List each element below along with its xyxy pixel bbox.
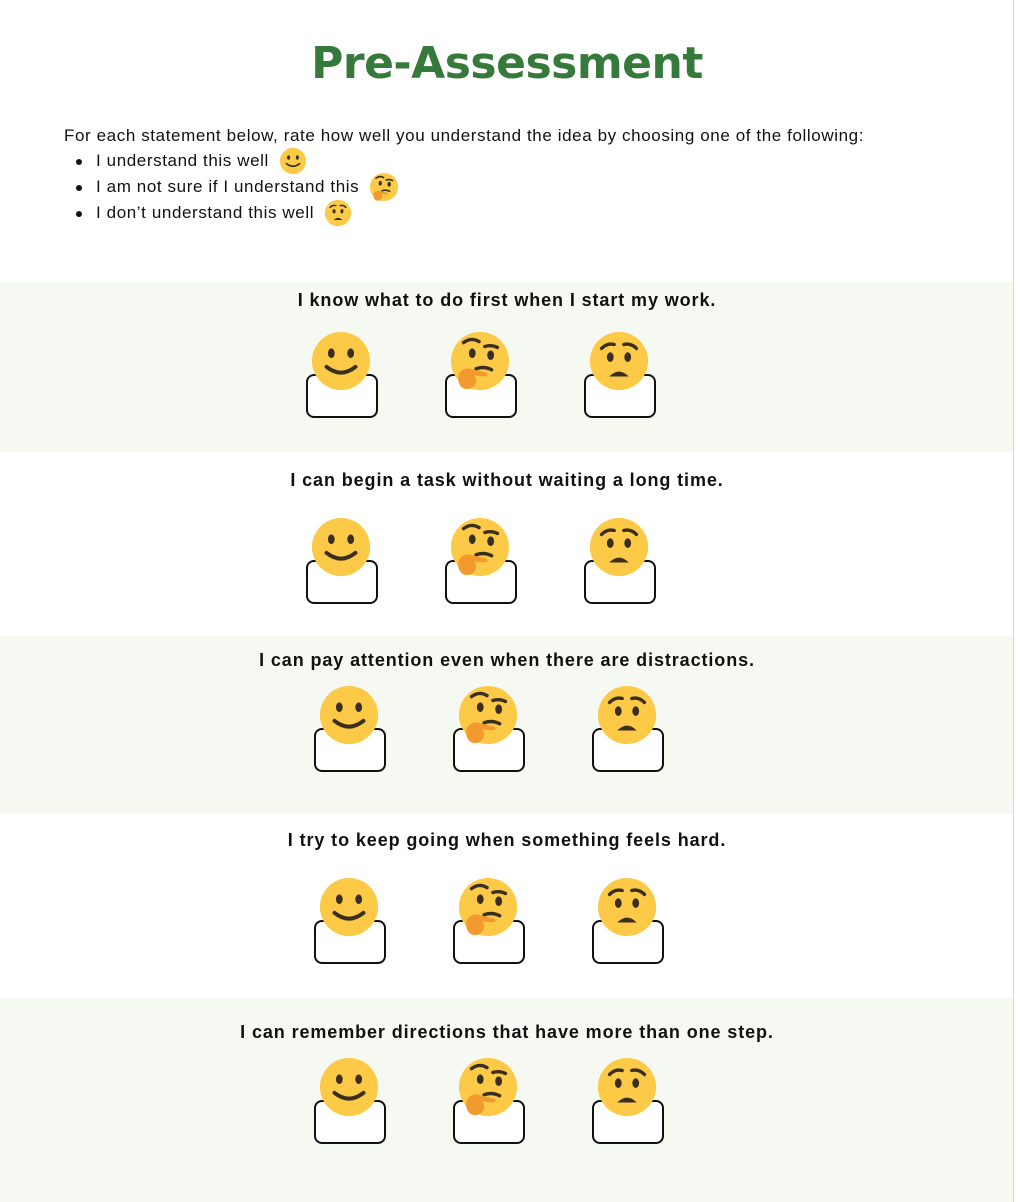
statement-section-3: [0, 636, 1014, 814]
statement-section-5: [0, 998, 1014, 1202]
worried-face-icon: [596, 876, 658, 938]
rating-choice-understand[interactable]: [304, 516, 380, 606]
worried-face-icon: [596, 684, 658, 746]
thinking-face-icon: [369, 172, 399, 202]
statement-text: I try to keep going when something feels hard.: [287, 830, 727, 850]
smiling-face-icon: [318, 876, 380, 938]
statement-text: I can pay attention even when there are distractions.: [259, 650, 755, 670]
worried-face-icon: [596, 1056, 658, 1118]
rating-choices: [312, 684, 672, 774]
page-title: Pre-Assessment: [311, 38, 703, 89]
rating-legend: [64, 148, 984, 226]
thinking-face-icon: [457, 684, 519, 746]
statement-text: I can begin a task without waiting a long time.: [290, 470, 724, 490]
smiling-face-icon: [318, 684, 380, 746]
legend-item-dont-understand: [64, 200, 984, 226]
rating-choice-not-sure[interactable]: [451, 1056, 527, 1146]
rating-choice-dont-understand[interactable]: [582, 516, 658, 606]
rating-choice-not-sure[interactable]: [451, 876, 527, 966]
statement-text: I know what to do first when I start my work.: [297, 290, 717, 310]
rating-choice-dont-understand[interactable]: [590, 684, 666, 774]
rating-choice-understand[interactable]: [312, 876, 388, 966]
legend-item-understand: [64, 148, 984, 174]
rating-choices: [304, 330, 664, 420]
instructions: [64, 124, 984, 226]
smiling-face-icon: [310, 330, 372, 392]
thinking-face-icon: [449, 330, 511, 392]
legend-label: I understand this well: [96, 151, 269, 170]
thinking-face-icon: [457, 876, 519, 938]
smiling-face-icon: [279, 147, 307, 175]
rating-choice-understand[interactable]: [312, 1056, 388, 1146]
rating-choice-understand[interactable]: [304, 330, 380, 420]
smiling-face-icon: [310, 516, 372, 578]
scrollbar[interactable]: [1013, 0, 1024, 1202]
statement-section-1: [0, 282, 1014, 452]
rating-choice-dont-understand[interactable]: [582, 330, 658, 420]
statement-text: I can remember directions that have more than one step.: [240, 1022, 774, 1042]
legend-label: I don’t understand this well: [96, 203, 315, 222]
smiling-face-icon: [318, 1056, 380, 1118]
rating-choice-not-sure[interactable]: [451, 684, 527, 774]
worried-face-icon: [588, 516, 650, 578]
rating-choices: [312, 876, 672, 966]
rating-choice-not-sure[interactable]: [443, 516, 519, 606]
instruction-text: For each statement below, rate how well you understand the idea by choosing one of the following:: [64, 126, 865, 145]
rating-choice-not-sure[interactable]: [443, 330, 519, 420]
rating-choice-dont-understand[interactable]: [590, 876, 666, 966]
rating-choice-dont-understand[interactable]: [590, 1056, 666, 1146]
rating-choice-understand[interactable]: [312, 684, 388, 774]
rating-choices: [312, 1056, 672, 1146]
thinking-face-icon: [449, 516, 511, 578]
legend-item-not-sure: [64, 174, 984, 200]
thinking-face-icon: [457, 1056, 519, 1118]
statement-section-4: [0, 814, 1014, 998]
rating-choices: [304, 516, 664, 606]
worried-face-icon: [588, 330, 650, 392]
statement-section-2: [0, 452, 1014, 636]
worried-face-icon: [324, 199, 352, 227]
legend-label: I am not sure if I understand this: [96, 177, 360, 196]
